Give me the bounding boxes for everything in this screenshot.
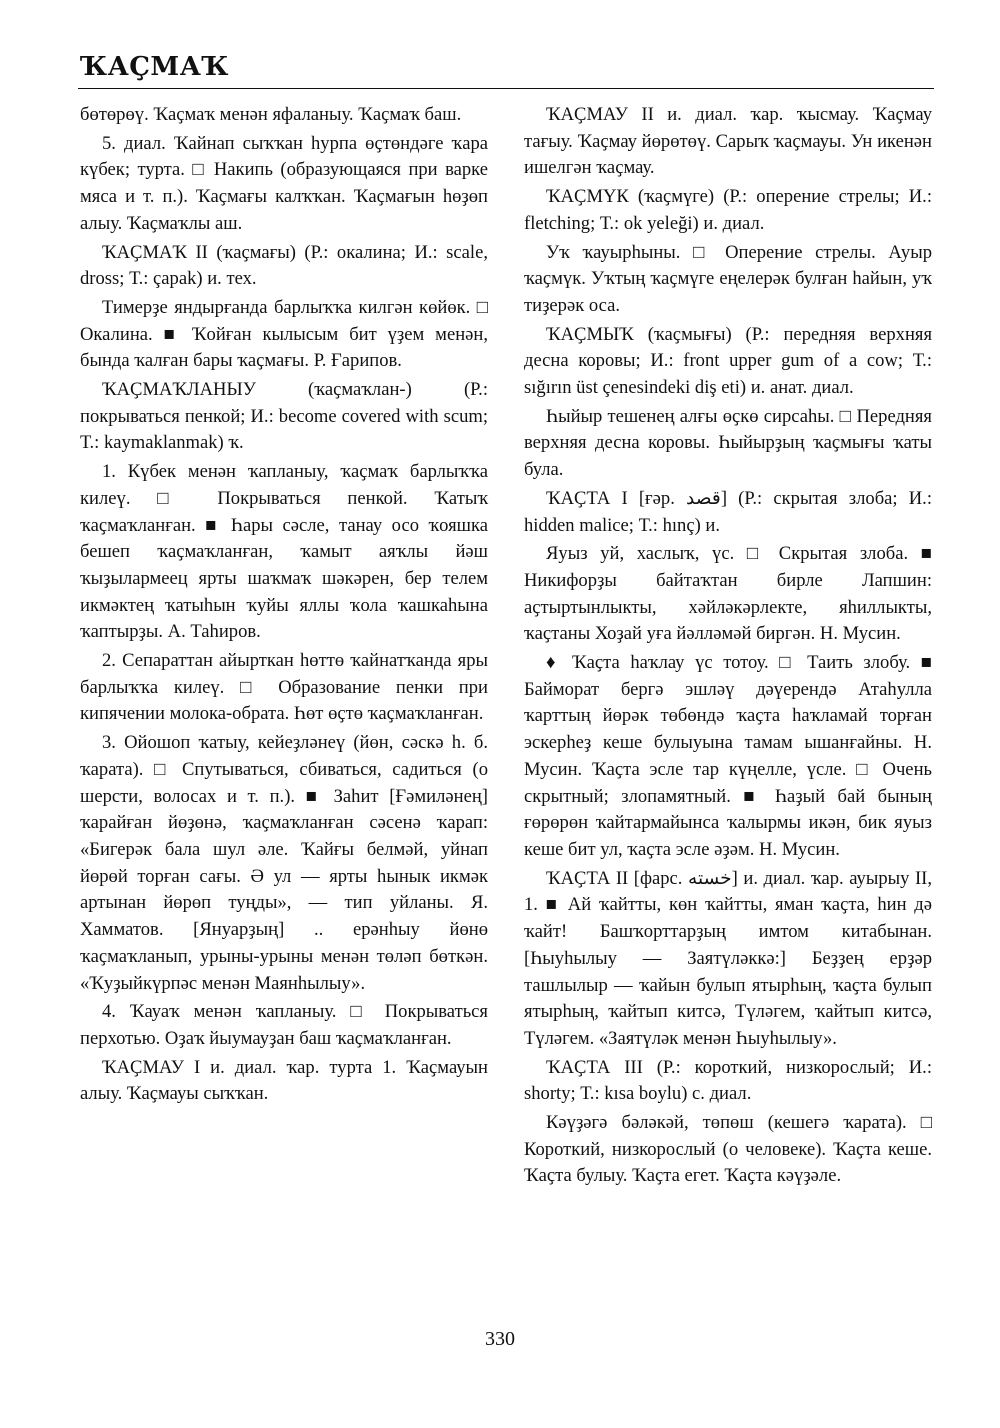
entry-text: Һыйыр тешенең алғы өҫкө сирсаһы. □ Передняя верхняя десна коровы. Һыйырҙың ҡаҫмығы ҡаты була. [524, 405, 932, 481]
entry-text: Яуыз уй, хаслыҡ, үс. □ Скрытая злоба. ■ Никифорҙы байтаҡтан бирле Лапшин: аҫтыртынлыкты, хәйләкәрлекте, яһиллыкты, ҡаҫтаны Хоҙай уға йәлләмәй биргән. Н. Мусин. [524, 543, 932, 645]
entry-text: 1. Күбек менән ҡапланыу, ҡаҫмаҡ барлыҡҡа килеү. □ Покрываться пенкой. Ҡатыҡ ҡаҫмаҡланған. ■ Һары сәсле, танау осо ҡояшка бешеп ҡаҫмаҡланған, ҡамыт аяҡлы йәш ҡыҙылармеец ярты шаҡмаҡ шәкәрен, бер телем икмәктең ҡатыһын ҡуйы яллы ҡола ҡашкаһына ҡаптырҙы. А. Таһиров. [80, 461, 488, 643]
entry-text: бөтөрөү. Ҡаҫмаҡ менән яфаланыу. Ҡаҫмаҡ баш. [80, 104, 462, 125]
entry-headword: ҠАҪТА II [фарс. خسته] и. диал. ҡар. ауырыу II, 1. ■ Ай ҡайтты, көн ҡайтты, яман ҡаҫта, һин дә ҡайт! Башҡорттарҙың имтом китабынан. [Һыуһылыу — Заятүләккә:] Беҙҙең ерҙәр ташлылыр — ҡайын булып ятырһың, ҡаҫта булып ятырһың, ҡайтып китсә, Түләгем, ҡайтып китсә, Түләгем. «Заятүләк менән Һыуһылыу». [524, 867, 932, 1049]
entry-text: Тимерҙе яндырғанда барлыҡҡа килгән көйөк. □ Окалина. ■ Ҡойған кылысым бит үҙем менән, бында ҡалған бары ҡаҫмағы. Р. Ғарипов. [80, 296, 488, 372]
entry-headword: ҠАҪМЫҠ (ҡаҫмығы) (Р.: передняя верхняя десна коровы; И.: front upper gum of a cow; Т.: sığırın üst çenesindeki diş eti) и. анат. диал. [524, 323, 932, 399]
entry-text: 3. Ойошоп ҡатыу, кейеҙләнеү (йөн, сәскә һ. б. ҡарата). □ Спутываться, сбиваться, садиться (о шерсти, волосах и т. п.). ■ Заһит [Ғәмиләнең] ҡарайған йөҙөнә, ҡаҫмаҡланған сәсенә ҡарап: «Бигерәк бала шул әле. Ҡайғы белмәй, уйнап йөрөй торған сағы. Ә ул — ярты һынык икмәк артынан йөрөп туңды», — тип уйланы. Я. Хамматов. [Януарҙың] .. ерәнһыу йөнө ҡаҫмаҡланып, урыны-урыны менән төләп бөткән. «Ҡуҙыйкүрпәс менән Маянһылыу». [80, 732, 488, 994]
entry-headword: ҠАҪМАҠ II (ҡаҫмағы) (Р.: окалина; И.: scale, dross; Т.: çapak) и. тех. [80, 241, 488, 290]
entry-headword: ҠАҪМҮК (ҡаҫмүге) (Р.: оперение стрелы; И.: fletching; Т.: ok yeleği) и. диал. [524, 186, 932, 234]
entry-text: 5. диал. Ҡайнап сыҡҡан һурпа өҫтөндәге ҡара күбек; турта. □ Накипь (образующаяся при варке мяса и т. п.). Ҡаҫмағы калҡҡан. Ҡаҫмағын һөҙөп алыу. Ҡаҫмаҡлы аш. [80, 132, 488, 234]
page-number: 330 [485, 1328, 515, 1350]
running-head: ҠАҪМАҠ [80, 52, 229, 82]
right-column [524, 102, 932, 1192]
entry-text: 4. Ҡауаҡ менән ҡапланыу. □ Покрываться перхотью. Оҙаҡ йыумауҙан баш ҡаҫмаҡланған. [80, 1001, 488, 1049]
entry-headword: ҠАҪТА I [ғәр. قصد] (Р.: скрытая злоба; И.: hidden malice; Т.: hınç) и. [524, 487, 932, 536]
left-column [80, 102, 488, 1110]
entry-text: 2. Сепараттан айырткан һөттө ҡайнатҡанда яры барлыҡҡа килеү. □ Образование пенки при кипячении молока-обрата. Һөт өҫтө ҡаҫмаҡланған. [80, 650, 488, 725]
entry-text: Кәүҙәгә бәләкәй, төпөш (кешегә ҡарата). □ Короткий, низкорослый (о человеке). Ҡаҫта кеше. Ҡаҫта булыу. Ҡаҫта егет. Ҡаҫта кәүҙәле. [524, 1112, 932, 1187]
header-rule [78, 88, 934, 89]
entry-headword: ҠАҪМАУ I и. диал. ҡар. турта 1. Ҡаҫмауын алыу. Ҡаҫмауы сыҡҡан. [80, 1056, 488, 1105]
entry-headword: ҠАҪМАҠЛАНЫУ (ҡаҫмаҡлан-) (Р.: покрываться пенкой; И.: become covered with scum; Т.: kaymaklanmak) ҡ. [80, 379, 488, 454]
entry-headword: ҠАҪТА III (Р.: короткий, низкорослый; И.: shorty; Т.: kısa boylu) с. диал. [524, 1056, 932, 1105]
entry-headword: ҠАҪМАУ II и. диал. ҡар. ҡысмау. Ҡаҫмау тағыу. Ҡаҫмау йөрөтөү. Сарыҡ ҡаҫмауы. Ун икенән ишелгән ҡаҫмау. [524, 104, 932, 179]
entry-text: ♦ Ҡаҫта һаҡлау үс тотоу. □ Таить злобу. ■ Байморат бергә эшләү дәүерендә Атаһулла ҡарттың йөрәк төбөндә ҡаҫта һаҡламай торған эскерһеҙ кеше булыуына тамам ышанғайны. Н. Мусин. Ҡаҫта эсле тар күңелле, үсле. □ Очень скрытный; злопамятный. ■ Һаҙый бай бының ғөрөрөн ҡайтармайынса ҡалырмы икән, бик яуыз кеше бит ул, ҡаҫта эсле әҙәм. Н. Мусин. [524, 652, 932, 860]
entry-text: Уҡ ҡауырһыны. □ Оперение стрелы. Ауыр ҡаҫмүк. Уҡтың ҡаҫмүге еңелерәк булған һайын, уҡ тиҙерәк оса. [524, 241, 932, 316]
